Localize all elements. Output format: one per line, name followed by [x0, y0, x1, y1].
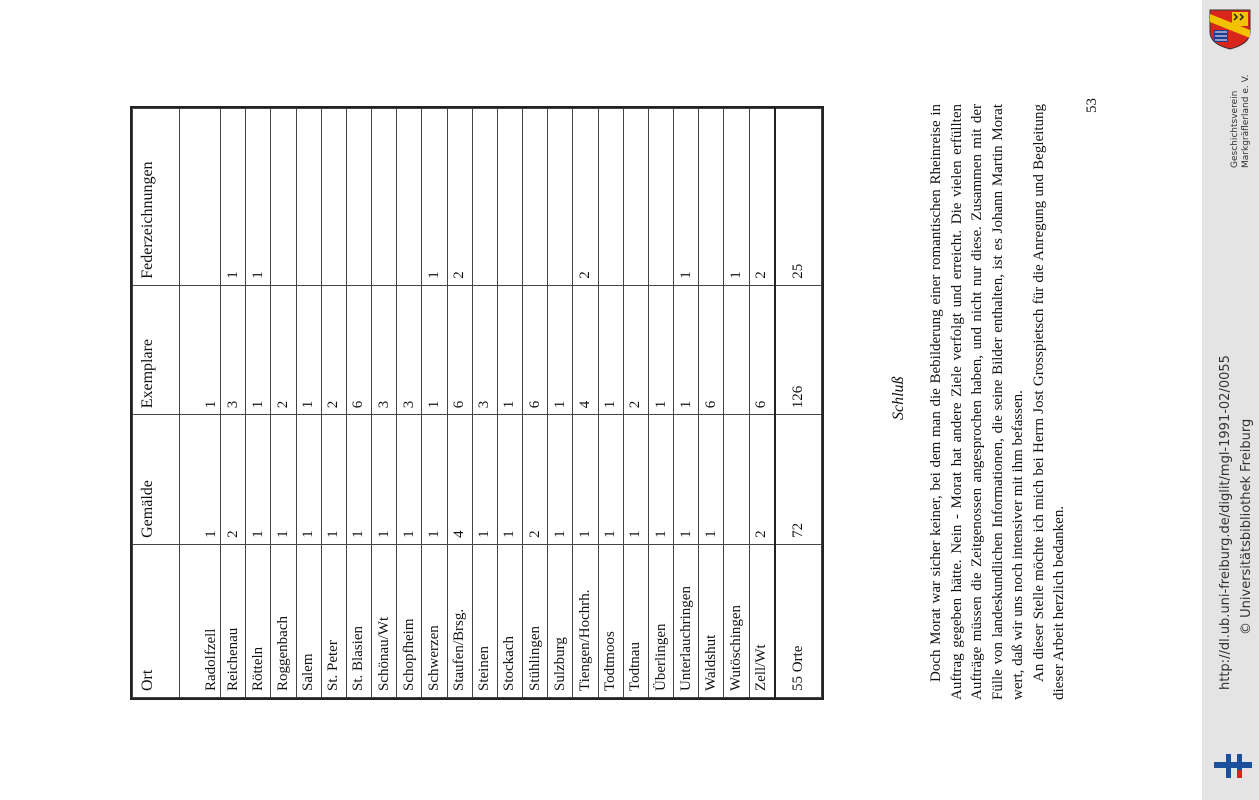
table-cell	[397, 109, 422, 286]
table-cell: 2	[221, 415, 246, 545]
table-row	[523, 109, 548, 698]
table-cell: 1	[321, 415, 346, 545]
table-cell: Todtmoos	[598, 544, 623, 697]
header-gemaelde: Gemälde	[133, 415, 180, 545]
body-text	[926, 104, 1070, 700]
table-cell: 2	[749, 109, 775, 286]
table-cell: Reichenau	[221, 544, 246, 697]
table-cell: St. Peter	[321, 544, 346, 697]
table-cell	[346, 109, 371, 286]
library-logo-icon	[1212, 752, 1254, 780]
table-cell: Schopfheim	[397, 544, 422, 697]
table-cell: Schwerzen	[422, 544, 447, 697]
table-cell: 1	[573, 415, 598, 545]
header-ort: Ort	[133, 544, 180, 697]
table-cell: Staufen/Brsg.	[447, 544, 472, 697]
table-cell	[648, 109, 673, 286]
table-cell: 1	[221, 109, 246, 286]
statistics-table	[130, 106, 824, 700]
total-cell: 72	[775, 415, 822, 545]
section-title: Schluß	[890, 376, 907, 420]
header-federzeichnungen: Federzeichnungen	[133, 109, 180, 286]
table-cell: 6	[447, 285, 472, 415]
table-cell: Sulzburg	[548, 544, 573, 697]
table-cell: 3	[372, 285, 397, 415]
table-row	[346, 109, 371, 698]
table-cell: 1	[397, 415, 422, 545]
table-cell	[180, 109, 221, 286]
table-cell: Roggenbach	[271, 544, 296, 697]
table-cell: 1	[598, 415, 623, 545]
table-cell: Schönau/Wt	[372, 544, 397, 697]
table-cell: Stühlingen	[523, 544, 548, 697]
table-cell: 1	[548, 415, 573, 545]
table-cell: 2	[523, 415, 548, 545]
table-cell: 1	[648, 285, 673, 415]
society-line: Geschichtsverein	[1230, 90, 1240, 168]
table-cell: 3	[397, 285, 422, 415]
table-cell: Steinen	[472, 544, 497, 697]
total-row	[775, 109, 822, 698]
table-cell: Rötteln	[246, 544, 271, 697]
table-cell: 2	[447, 109, 472, 286]
table-cell: 1	[472, 415, 497, 545]
table-cell	[548, 109, 573, 286]
table-row	[749, 109, 775, 698]
sidebar-text	[1190, 0, 1259, 800]
table-cell: 6	[749, 285, 775, 415]
table-cell: 2	[271, 285, 296, 415]
table-cell	[623, 109, 648, 286]
table-cell: 1	[296, 415, 321, 545]
table-cell	[523, 109, 548, 286]
table-cell: 2	[573, 109, 598, 286]
table-cell: 1	[422, 285, 447, 415]
table-cell: 1	[623, 415, 648, 545]
total-cell: 55 Orte	[775, 544, 822, 697]
table-cell	[296, 109, 321, 286]
table-cell: Tiengen/Hochrh.	[573, 544, 598, 697]
table-cell: 3	[472, 285, 497, 415]
table-cell	[497, 109, 522, 286]
table-cell: 1	[346, 415, 371, 545]
table-cell: 2	[321, 285, 346, 415]
table-cell: Zell/Wt	[749, 544, 775, 697]
table-row	[699, 109, 724, 698]
header-exemplare: Exemplare	[133, 285, 180, 415]
table-row	[246, 109, 271, 698]
table-row	[674, 109, 699, 698]
table-cell: 1	[548, 285, 573, 415]
society-name	[1230, 75, 1252, 168]
source-url[interactable]: http://dl.ub.uni-freiburg.de/diglit/mgl-1991-02/0055	[1218, 355, 1233, 690]
table-cell: 1	[674, 109, 699, 286]
table-cell: 1	[724, 109, 749, 286]
total-cell: 25	[775, 109, 822, 286]
table-cell: 1	[497, 285, 522, 415]
table-cell: 1	[246, 109, 271, 286]
table-cell: Unterlauchringen	[674, 544, 699, 697]
table-row	[472, 109, 497, 698]
table-row	[648, 109, 673, 698]
table-cell: St. Blasien	[346, 544, 371, 697]
table-cell: 1	[180, 415, 221, 545]
table-row	[724, 109, 749, 698]
paragraph: An dieser Stelle möchte ich mich bei Herrn Jost Grosspietsch für die Anregung und Begleitung dieser Arbeit herzlich bedanken.	[1030, 104, 1067, 700]
table-cell: 2	[623, 285, 648, 415]
table-row	[573, 109, 598, 698]
table-row	[548, 109, 573, 698]
table-row	[422, 109, 447, 698]
table-cell: 1	[648, 415, 673, 545]
table-cell: 1	[246, 415, 271, 545]
table-cell: 2	[749, 415, 775, 545]
table-cell	[724, 415, 749, 545]
table-cell	[271, 109, 296, 286]
table-cell: 1	[674, 285, 699, 415]
table-cell: 1	[674, 415, 699, 545]
table-row	[271, 109, 296, 698]
table-cell: 1	[246, 285, 271, 415]
table-row	[623, 109, 648, 698]
table-cell: 1	[296, 285, 321, 415]
table-cell: 4	[573, 285, 598, 415]
table-row	[447, 109, 472, 698]
table-cell: 1	[372, 415, 397, 545]
table-cell: 1	[497, 415, 522, 545]
coat-of-arms-icon	[1206, 8, 1254, 50]
table-cell: Waldshut	[699, 544, 724, 697]
table-cell: Überlingen	[648, 544, 673, 697]
society-line: Markgräflerland e. V.	[1241, 74, 1251, 168]
table-cell: 1	[699, 415, 724, 545]
table-header-row	[133, 109, 180, 698]
table-cell: Wutöschingen	[724, 544, 749, 697]
table-cell	[598, 109, 623, 286]
table-cell	[372, 109, 397, 286]
table-cell: 6	[523, 285, 548, 415]
table-cell: 6	[699, 285, 724, 415]
table-cell: Radolfzell	[180, 544, 221, 697]
table-cell: Todtnau	[623, 544, 648, 697]
table-cell: 4	[447, 415, 472, 545]
table-row	[180, 109, 221, 698]
table-cell: Salem	[296, 544, 321, 697]
total-cell: 126	[775, 285, 822, 415]
paragraph: Doch Morat war sicher keiner, bei dem man die Bebilderung einer romantischen Rheinreise in Auftrag gegeben hätte. Nein - Morat hat andere Ziele verfolgt und erreicht. Die vielen erfüllten Aufträge müssen die Zeitgenossen angesprochen haben, und nicht nur diese. Zusammen mit der Fülle von landeskundlichen Informationen, die seine Bilder enthalten, ist es Johann Martin Morat wert, daß wir uns noch intensiver mit ihm befassen.	[928, 104, 1026, 700]
table-cell	[724, 285, 749, 415]
table-cell: 1	[422, 415, 447, 545]
table-row	[497, 109, 522, 698]
copyright-notice: © Universitätsbibliothek Freiburg	[1239, 418, 1254, 635]
table-cell	[699, 109, 724, 286]
table-cell	[472, 109, 497, 286]
table-cell: 1	[271, 415, 296, 545]
table-row	[296, 109, 321, 698]
table-cell: 1	[422, 109, 447, 286]
table-cell: 1	[598, 285, 623, 415]
table-cell: 1	[180, 285, 221, 415]
table-cell: 3	[221, 285, 246, 415]
table-cell: Stockach	[497, 544, 522, 697]
table-row	[397, 109, 422, 698]
table-row	[372, 109, 397, 698]
page-number: 53	[1084, 98, 1100, 113]
table-cell: 6	[346, 285, 371, 415]
table-cell	[321, 109, 346, 286]
table-row	[598, 109, 623, 698]
table-row	[221, 109, 246, 698]
table-row	[321, 109, 346, 698]
